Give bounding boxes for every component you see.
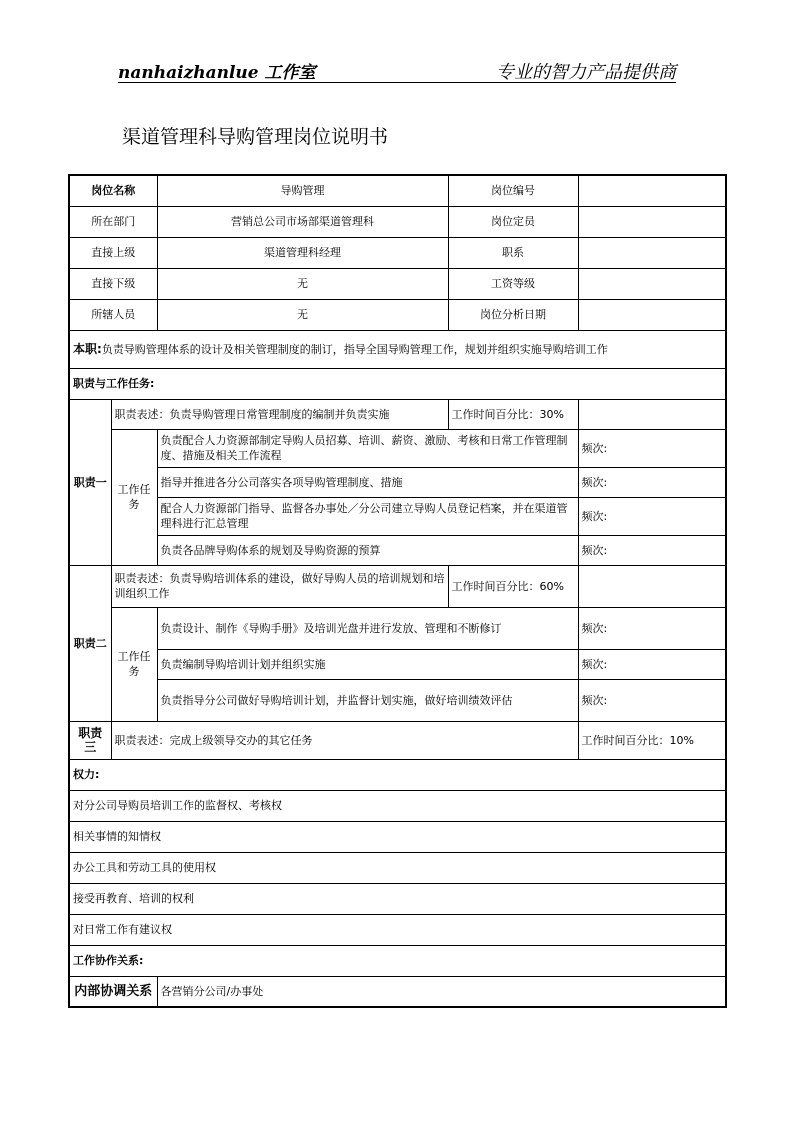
internal-relation-row: [69, 976, 726, 1007]
duty-2-label: 职责二: [69, 565, 111, 721]
analysis-date-label: 岗位分析日期: [448, 299, 578, 330]
relations-section-header: 工作协作关系:: [69, 945, 726, 976]
salary-value: [578, 268, 726, 299]
info-row: [69, 206, 726, 237]
superior-label: 直接上级: [69, 237, 157, 268]
task-frequency: 频次:: [578, 429, 726, 467]
power-row: [69, 883, 726, 914]
internal-relation-label: 内部协调关系: [69, 976, 157, 1007]
salary-label: 工资等级: [448, 268, 578, 299]
power-row: [69, 852, 726, 883]
power-row: [69, 821, 726, 852]
staffing-value: [578, 206, 726, 237]
dept-value: 营销总公司市场部渠道管理科: [157, 206, 448, 237]
task-row: [69, 497, 726, 535]
post-no-label: 岗位编号: [448, 175, 578, 206]
duty-2-task-label: 工作任务: [111, 607, 157, 721]
analysis-date-value: [578, 299, 726, 330]
power-row: [69, 790, 726, 821]
info-row: [69, 237, 726, 268]
section-header-row: [69, 368, 726, 399]
duties-section-header: 职责与工作任务:: [69, 368, 726, 399]
managed-value: 无: [157, 299, 448, 330]
duty-3-statement: 职责表述：完成上级领导交办的其它任务: [111, 721, 578, 759]
power-item: 办公工具和劳动工具的使用权: [69, 852, 726, 883]
power-item: 相关事情的知情权: [69, 821, 726, 852]
duty-statement-row: [69, 399, 726, 429]
duty-summary: [69, 330, 726, 368]
power-item: 对分公司导购员培训工作的监督权、考核权: [69, 790, 726, 821]
header-right: 专业的智力产品提供商: [496, 62, 676, 83]
task-frequency: 频次:: [578, 467, 726, 497]
task-row: [69, 535, 726, 565]
info-row: [69, 299, 726, 330]
info-row: [69, 268, 726, 299]
duty-2-statement: 职责表述：负责导购培训体系的建设，做好导购人员的培训规划和培训组织工作: [111, 565, 448, 607]
document-title: 渠道管理科导购管理岗位说明书: [122, 126, 389, 148]
duty-1-statement: 职责表述：负责导购管理日常管理制度的编制并负责实施: [111, 399, 448, 429]
section-header-row: [69, 759, 726, 790]
info-row: [69, 175, 726, 206]
staffing-label: 岗位定员: [448, 206, 578, 237]
header-left: nanhaizhanlue 工作室: [118, 63, 316, 83]
post-name-value: 导购管理: [157, 175, 448, 206]
task-text: 负责设计、制作《导购手册》及培训光盘并进行发放、管理和不断修订: [157, 607, 578, 649]
series-value: [578, 237, 726, 268]
job-description-table: [68, 174, 727, 1008]
subordinate-value: 无: [157, 268, 448, 299]
task-row: [69, 467, 726, 497]
task-text: 负责配合人力资源部制定导购人员招募、培训、薪资、激励、考核和日常工作管理制度、措施及相关工作流程: [157, 429, 578, 467]
task-text: 负责指导分公司做好导购培训计划，并监督计划实施，做好培训绩效评估: [157, 679, 578, 721]
task-frequency: 频次:: [578, 649, 726, 679]
task-frequency: 频次:: [578, 497, 726, 535]
duty-summary-text: 负责导购管理体系的设计及相关管理制度的制订，指导全国导购管理工作，规划并组织实施导购培训工作: [101, 342, 608, 356]
duty-3-time-pct: 工作时间百分比：10%: [578, 721, 726, 759]
post-no-value: [578, 175, 726, 206]
dept-label: 所在部门: [69, 206, 157, 237]
internal-relation-value: 各营销分公司/办事处: [157, 976, 726, 1007]
managed-label: 所辖人员: [69, 299, 157, 330]
duty-summary-row: [69, 330, 726, 368]
task-row: [69, 607, 726, 649]
subordinate-label: 直接下级: [69, 268, 157, 299]
duty-statement-row: [69, 565, 726, 607]
series-label: 职系: [448, 237, 578, 268]
task-text: 配合人力资源部门指导、监督各办事处／分公司建立导购人员登记档案，并在渠道管理科进行汇总管理: [157, 497, 578, 535]
task-row: [69, 649, 726, 679]
duty-statement-row: [69, 721, 726, 759]
header-divider: [118, 82, 676, 83]
power-item: 接受再教育、培训的权利: [69, 883, 726, 914]
post-name-label: 岗位名称: [69, 175, 157, 206]
task-text: 负责各品牌导购体系的规划及导购资源的预算: [157, 535, 578, 565]
duty-1-time-pct: 工作时间百分比：30%: [448, 399, 578, 429]
section-header-row: [69, 945, 726, 976]
duty-2-time-pct: 工作时间百分比：60%: [448, 565, 578, 607]
power-item: 对日常工作有建议权: [69, 914, 726, 945]
task-frequency: 频次:: [578, 607, 726, 649]
duty-1-task-label: 工作任务: [111, 429, 157, 565]
power-row: [69, 914, 726, 945]
task-row: [69, 429, 726, 467]
powers-section-header: 权力:: [69, 759, 726, 790]
duty-summary-label: 本职:: [73, 341, 102, 356]
duty-3-label: 职责三: [69, 721, 111, 759]
task-frequency: 频次:: [578, 535, 726, 565]
superior-value: 渠道管理科经理: [157, 237, 448, 268]
task-row: [69, 679, 726, 721]
task-frequency: 频次:: [578, 679, 726, 721]
duty-1-label: 职责一: [69, 399, 111, 565]
task-text: 负责编制导购培训计划并组织实施: [157, 649, 578, 679]
task-text: 指导并推进各分公司落实各项导购管理制度、措施: [157, 467, 578, 497]
